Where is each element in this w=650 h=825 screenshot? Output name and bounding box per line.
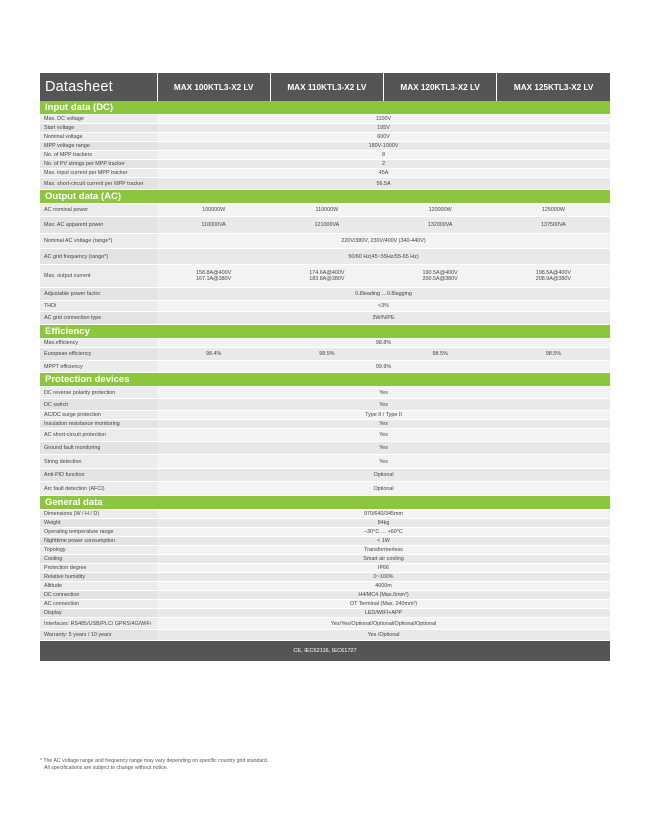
spec-value: 120000W [384, 204, 497, 217]
spec-row [40, 537, 610, 546]
section-title: General data [40, 496, 610, 510]
spec-value: 84kg [157, 519, 610, 528]
certification-row [40, 641, 610, 662]
model-header: MAX 110KTL3-X2 LV [270, 73, 383, 101]
spec-label: AC grid connection type [40, 312, 157, 325]
spec-row [40, 469, 610, 482]
spec-value: 174.6A@400V 183.8A@380V [270, 265, 383, 288]
spec-label: Protection degree [40, 564, 157, 573]
spec-value: Transformerless [157, 546, 610, 555]
spec-value: 98.5% [384, 348, 497, 361]
spec-row [40, 564, 610, 573]
spec-value: Yes/Yes/Optional/Optional/Optional/Optional [157, 618, 610, 630]
spec-row [40, 133, 610, 142]
spec-value: 8 [157, 151, 610, 160]
spec-label: AC connection [40, 600, 157, 609]
spec-label: DC switch [40, 399, 157, 411]
spec-value: 180V-1000V [157, 142, 610, 151]
model-header: MAX 125KTL3-X2 LV [497, 73, 610, 101]
spec-label: Max. AC apparent power [40, 217, 157, 234]
spec-value: 190.5A@400V 200.5A@380V [384, 265, 497, 288]
spec-label: Max. input current per MPP tracker [40, 169, 157, 178]
spec-row [40, 169, 610, 178]
spec-value: 121000VA [270, 217, 383, 234]
spec-row [40, 411, 610, 420]
spec-value: 195V [157, 124, 610, 133]
section-header [40, 325, 610, 339]
footnote: * The AC voltage range and frequency range may vary depending on specific country grid standard. [40, 758, 269, 764]
spec-value: 4000m [157, 582, 610, 591]
spec-label: Nominal AC voltage (range*) [40, 234, 157, 249]
spec-value: 600V [157, 133, 610, 142]
header-row [40, 73, 610, 101]
certifications: CE, IEC62116, IEC61727 [40, 641, 610, 662]
spec-value: LED/WIFI+APP [157, 609, 610, 618]
section-title: Efficiency [40, 325, 610, 339]
spec-row [40, 528, 610, 537]
spec-label: Start voltage [40, 124, 157, 133]
spec-row [40, 142, 610, 151]
spec-label: Arc fault detection (AFCI) [40, 482, 157, 496]
spec-row [40, 455, 610, 469]
spec-row [40, 630, 610, 641]
spec-row [40, 482, 610, 496]
section-title: Input data (DC) [40, 101, 610, 115]
spec-row [40, 124, 610, 133]
spec-row [40, 555, 610, 564]
spec-row [40, 361, 610, 373]
spec-label: THDi [40, 301, 157, 312]
spec-label: Insulation resistance monitoring [40, 420, 157, 429]
spec-row [40, 429, 610, 442]
spec-value: Yes /Optional [157, 630, 610, 641]
datasheet [40, 73, 610, 661]
spec-value: 110000VA [157, 217, 270, 234]
model-header: MAX 100KTL3-X2 LV [157, 73, 270, 101]
spec-row [40, 510, 610, 519]
spec-body [40, 101, 610, 641]
spec-row [40, 160, 610, 169]
spec-value: 98.4% [157, 348, 270, 361]
spec-label: Max. short-circuit current per MPP tracker [40, 178, 157, 190]
spec-label: DC reverse polarity protection [40, 387, 157, 399]
spec-value: Optional [157, 469, 610, 482]
spec-row [40, 546, 610, 555]
model-header: MAX 120KTL3-X2 LV [384, 73, 497, 101]
spec-value: Yes [157, 387, 610, 399]
spec-row [40, 217, 610, 234]
spec-label: MPP voltage range [40, 142, 157, 151]
spec-label: Anti-PID function [40, 469, 157, 482]
spec-row [40, 301, 610, 312]
spec-label: Max.efficiency [40, 339, 157, 348]
spec-value: Type II / Type II [157, 411, 610, 420]
spec-value: 98.5% [497, 348, 610, 361]
spec-label: DC connection [40, 591, 157, 600]
spec-row [40, 339, 610, 348]
spec-label: Interfaces: RS485/USB/PLC/ GPRS/4G/WiFi [40, 618, 157, 630]
spec-label: No. of PV strings per MPP tracker [40, 160, 157, 169]
spec-label: Ground fault monitoring [40, 442, 157, 455]
spec-value: 56.5A [157, 178, 610, 190]
spec-row [40, 204, 610, 217]
spec-label: Dimensions (W / H / D) [40, 510, 157, 519]
section-header [40, 496, 610, 510]
footnotes [40, 758, 610, 771]
spec-label: MPPT efficiency [40, 361, 157, 373]
spec-label: Relative humidity [40, 573, 157, 582]
spec-label: Topology [40, 546, 157, 555]
spec-table [40, 73, 610, 661]
spec-row [40, 582, 610, 591]
spec-value: Optional [157, 482, 610, 496]
datasheet-title: Datasheet [40, 73, 157, 101]
spec-row [40, 115, 610, 124]
spec-value: 132000VA [384, 217, 497, 234]
spec-value: 125000W [497, 204, 610, 217]
spec-row [40, 288, 610, 301]
spec-value: –30°C … +60°C [157, 528, 610, 537]
spec-label: Cooling [40, 555, 157, 564]
section-title: Protection devices [40, 373, 610, 387]
spec-row [40, 420, 610, 429]
spec-label: Altitude [40, 582, 157, 591]
spec-row [40, 312, 610, 325]
spec-value: <3% [157, 301, 610, 312]
section-header [40, 101, 610, 115]
spec-row [40, 348, 610, 361]
spec-value: 137500VA [497, 217, 610, 234]
spec-label: Max. output current [40, 265, 157, 288]
spec-value: < 1W [157, 537, 610, 546]
spec-row [40, 249, 610, 265]
spec-label: Display [40, 609, 157, 618]
spec-value: IP66 [157, 564, 610, 573]
spec-value: H4/MC4 (Max.6mm²) [157, 591, 610, 600]
spec-row [40, 573, 610, 582]
spec-label: AC nominal power [40, 204, 157, 217]
spec-row [40, 151, 610, 160]
spec-label: Nominal voltage [40, 133, 157, 142]
spec-value: 970/640/345mm [157, 510, 610, 519]
spec-value: 2 [157, 160, 610, 169]
spec-row [40, 519, 610, 528]
spec-label: AC short-circuit protection [40, 429, 157, 442]
spec-value: 0.8leading …0.8lagging [157, 288, 610, 301]
spec-value: Yes [157, 420, 610, 429]
spec-label: Max. DC voltage [40, 115, 157, 124]
spec-label: European efficiency [40, 348, 157, 361]
footnote: All specifications are subject to change without notice. [44, 764, 168, 771]
spec-value: 158.8A@400V 167.1A@380V [157, 265, 270, 288]
spec-value: OT Terminal (Max. 240mm²) [157, 600, 610, 609]
spec-value: 110000W [270, 204, 383, 217]
spec-row [40, 234, 610, 249]
spec-row [40, 178, 610, 190]
spec-label: AC grid frequency (range*) [40, 249, 157, 265]
spec-row [40, 442, 610, 455]
spec-value: 98.8% [157, 339, 610, 348]
spec-value: Yes [157, 455, 610, 469]
spec-value: 99.9% [157, 361, 610, 373]
spec-label: Nighttime power consumption [40, 537, 157, 546]
spec-value: 0~100% [157, 573, 610, 582]
spec-value: 1100V [157, 115, 610, 124]
spec-row [40, 609, 610, 618]
spec-value: Yes [157, 429, 610, 442]
section-title: Output data (AC) [40, 190, 610, 204]
spec-value: 3W/N/PE [157, 312, 610, 325]
spec-row [40, 618, 610, 630]
spec-value: 45A [157, 169, 610, 178]
spec-label: Weight [40, 519, 157, 528]
spec-value: 100000W [157, 204, 270, 217]
spec-row [40, 600, 610, 609]
spec-label: No. of MPP trackers [40, 151, 157, 160]
spec-value: Smart air cooling [157, 555, 610, 564]
spec-value: Yes [157, 399, 610, 411]
spec-row [40, 387, 610, 399]
spec-value: Yes [157, 442, 610, 455]
spec-row [40, 591, 610, 600]
spec-label: Adjustable power factor [40, 288, 157, 301]
spec-label: Warranty: 5 years / 10 years [40, 630, 157, 641]
spec-value: 98.5% [270, 348, 383, 361]
spec-label: AC/DC surge protection [40, 411, 157, 420]
section-header [40, 373, 610, 387]
spec-row [40, 265, 610, 288]
spec-value: 220V/380V, 230V/400V (340-440V) [157, 234, 610, 249]
spec-value: 198.5A@400V 208.9A@380V [497, 265, 610, 288]
spec-value: 50/60 Hz(45~55Hz/55-65 Hz) [157, 249, 610, 265]
spec-label: String detection [40, 455, 157, 469]
section-header [40, 190, 610, 204]
spec-label: Operating temperature range [40, 528, 157, 537]
spec-row [40, 399, 610, 411]
